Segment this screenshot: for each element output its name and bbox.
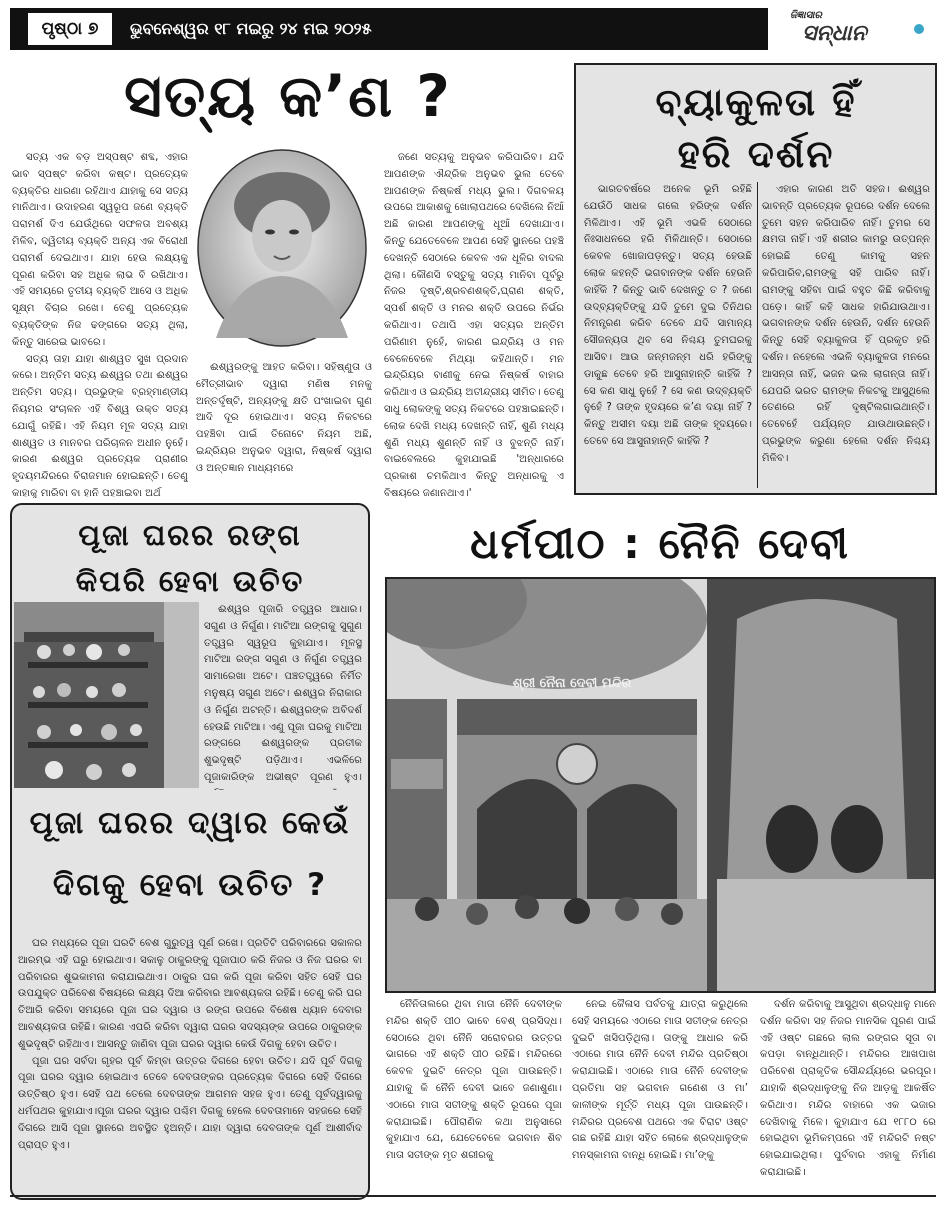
headline-naini-devi: ଧର୍ମପୀଠ : ନୈନି ଦେବୀ bbox=[470, 519, 850, 568]
article5-column-2 bbox=[572, 997, 748, 1193]
column-divider bbox=[757, 182, 758, 488]
article1-column-3 bbox=[384, 150, 564, 498]
headline-line: ଦିଗକୁ ହେବା ଉଚିତ ? bbox=[52, 867, 328, 903]
paragraph: ଈଶ୍ୱର ପୂଜାରି ତତ୍ତ୍ୱର ଆଧାର। ସଗୁଣ ଓ ନିର୍ଗୁଣ। ମାଟିଆ ରଙ୍ଗକୁ ସୁଗୁଣ ତତ୍ତ୍ୱର ସ୍ୱରୂପ କୁହାଯାଏ। ମୂଳସ୍ଥ ମାଟିଆ ରଙ୍ଗ ସଗୁଣ ଓ ନିର୍ଗୁଣ ତତ୍ତ୍ୱର ସାମାରେଖା ଅଟେ। ପଞ୍ଚତତ୍ତ୍ୱରେ ନିର୍ମିତ ମନୁଷ୍ୟ ସଗୁଣ ଅଟେ। ଈଶ୍ୱର ନିରାକାର ଓ ନିର୍ଗୁଣ ଅଟନ୍ତି। ଈଶ୍ୱରଙ୍କ ଅବିଦର୍ଶ ହେଉଛି ମାଟିଆ। ଏଣୁ ପୂଜା ଘରକୁ ମାଟିଆ ରଙ୍ଗରେ ଈଶ୍ୱରଙ୍କ ପ୍ରତୀକ ଶୁଭଦୃଷ୍ଟି ପଡ଼ିଥାଏ। ଏଭଳିରେ ପୂଜାକାରିଙ୍କ ଅଭୀଷ୍ଟ ପୂରଣ ହୁଏ। bbox=[204, 604, 362, 783]
paragraph: ସତ୍ୟ ତାହା ଯାହା ଶାଶ୍ୱତ ସୁଖ ପ୍ରଦାନ କରେ। ଅନ୍ତିମ ସତ୍ୟ ଈଶ୍ୱର ତଥା ଈଶ୍ୱର ଅନ୍ତିମ ସତ୍ୟ। ପ୍ରଭୁଙ୍କ ବ୍ରହ୍ମାଣ୍ଡୀୟ ନିୟମର ସଂଚାଳନ ଏହି ବିଶ୍ୱ ଉକ୍ତ ସତ୍ୟ ଯୋଗୁଁ ରହିଛି। ଏହି ନିୟମ ମୂଳ ସତ୍ୟ ଯାହା ଶାଶ୍ୱତ ଓ ମାନବର ପରିଚାଳନ ଅଧୀନ ନୁହେଁ। କାରଣ ଈଶ୍ୱର ପ୍ରତ୍ୟେକ ପ୍ରାଣୀର ହୃଦୟମନ୍ଦିରରେ ବିରାଜମାନ ହୋଇଛନ୍ତି। ତେଣୁ କାହାକୁ ମାରିବା ବା ହାନି ପହଞ୍ଚାଇବା ଅର୍ଥ bbox=[12, 353, 188, 498]
article5-column-1 bbox=[386, 997, 562, 1193]
article1-column-2 bbox=[196, 360, 372, 500]
article4-text bbox=[18, 936, 362, 1190]
masthead-logo bbox=[772, 8, 934, 50]
article2-column-1 bbox=[584, 182, 752, 490]
headline-line: ପୂଜା ଘରର ରଙ୍ଗ bbox=[78, 518, 302, 552]
article5-column-3 bbox=[760, 997, 936, 1193]
shrine-illustration bbox=[14, 602, 199, 788]
portrait-illustration bbox=[196, 148, 368, 348]
paragraph: ଏହାର କାରଣ ଅତି ସହଜ। ଈଶ୍ୱର ଭାବନ୍ତି ପ୍ରତ୍ୟେକ ରୂପରେ ଦର୍ଶନ ଦେଲେ ତୁମେ ସହନ କରିପାରିବ ନାହିଁ। ତୁମର ସେ କ୍ଷମତା ନାହିଁ। ଏହି ଶରୀର କାମରୁ ଉତ୍ପନ୍ନ ହୋଇଛି ତେଣୁ କାମକୁ ସହନ କରିପାରିବ,ରାମଙ୍କୁ ସହି ପାରିବ ନାହିଁ। ରାମଙ୍କୁ ସହିବା ପାଇଁ ବହୁତ କିଛି କରିବାକୁ ପଡ଼େ। କାହିଁ କହି ସାଧକ ହାରିଯାଉଥାଏ। ଭଗବାନଙ୍କ ଦର୍ଶନ ହେଉନି, ଦର୍ଶନ ହେଉନି କିନ୍ତୁ ସେହି ବ୍ୟାକୁଳତା ହିଁ ପ୍ରକୃତ ହରି ଦର୍ଶନ। ନହେଲେ ଏଭଳି ବ୍ୟାକୁଳତା ମନରେ ଆସନ୍ତା ନାହିଁ, ଭଜନ ଭଲ ଲାଗନ୍ତା ନାହିଁ। ଯେପରି ଭରତ ରାମଙ୍କ ନିକଟକୁ ଆସୁଥିଲେ ତେଣରେ ରହିଁ ଦୃଷ୍ଟିଲଗାଇଥାନ୍ତି। ତେବେହେଁ ପର୍ଯ୍ୟନ୍ତ ଯାଉଥାଉଛନ୍ତି। ପ୍ରଭୁଙ୍କ କରୁଣା ହେଲେ ଦର୍ଶନ ନିଶ୍ଚୟ ମିଳିବ। bbox=[762, 184, 930, 464]
headline-line: ହରି ଦର୍ଶନ bbox=[677, 132, 835, 176]
headline-line: ପୂଜା ଘରର ଦ୍ୱାର କେଉଁ bbox=[29, 805, 351, 841]
headline-line: ବ୍ୟାକୁଳତା ହିଁ bbox=[655, 80, 857, 124]
paragraph: ଘର ମଧ୍ୟରେ ପୂଜା ଘରଟି ବେଶ ଗୁରୁତ୍ୱ ପୂର୍ଣ ରଖେ। ପ୍ରତିଟି ପରିବାରରେ ସକାଳର ଆରମ୍ଭ ଏହି ଘରୁ ହୋଇଥାଏ। ସକାଳୁ ଠାକୁରଙ୍କୁ ପୂଜାପାଠ କରି ନିଜର ଓ ନିଜ ଘରର ବା ପରିବାରର ଶୁଭକାମନା କରାଯାଇଥାଏ। ଠାକୁର ଘର କରି ପୂଜା କରିବା ସହିତ ସେହି ଘର ଉପଯୁକ୍ତ ପରିବେଶ ବିଷୟରେ ଲକ୍ଷ୍ୟ ଦିଆ କରିବାର ଆବଶ୍ୟକତା ରହିଛି। ତେଣୁ କରି ଘର ତିଆରି କରିବା ସମୟରେ ପୂଜା ଘର ଦ୍ୱାର ଓ ରଙ୍ଗ ଉପରେ ବିଶେଷ ଧ୍ୟାନ ଦେବାର ଆବଶ୍ୟକତା ରହିଛି। କାରଣ ଏପରି କରିବା ଦ୍ୱାରା ଘରର ସଦସ୍ୟଙ୍କ ଉପରେ ଠାକୁରଙ୍କ ଶୁଭଦୃଷ୍ଟି ରହିଥାଏ। ଆସନ୍ତୁ ଜାଣିବା ପୂଜା ଘରର ଦ୍ୱାର କେଉଁ ଦିଗକୁ ହେବା ଉଚିତ। bbox=[18, 938, 362, 1050]
page-bottom-rule bbox=[10, 1195, 936, 1197]
temple-illustration bbox=[387, 579, 934, 991]
headline-prayer-room-color bbox=[16, 512, 364, 604]
paragraph: ଦର୍ଶନ କରିବାକୁ ଆସୁଥିବା ଶ୍ରଦ୍ଧାଳୁ ମାନେ ଦର୍ଶନ କରିବା ସହ ନିଜର ମାନସିକ ପୂରଣ ପାଇଁ ଏହି ଓଷ୍ଟ ଗଛରେ ଲାଲ ରଙ୍ଗର ସୂତା ବା କପଡ଼ା ବାନ୍ଧିଥାନ୍ତି। ମନ୍ଦିରର ଆଖପାଖ ପରିବେଶ ପ୍ରାକୃତିକ ସୌନ୍ଦର୍ଯ୍ୟରେ ଭରପୂର। ଯାହାକି ଶ୍ରଦ୍ଧାଳୁଙ୍କୁ ନିଜ ଆଡ଼କୁ ଆକର୍ଷିତ କରିଥାଏ। ମନ୍ଦିର ବାହାରେ ଏକ ଭଜାର ଦେଖିବାକୁ ମିଳେ। କୁହାଯାଏ ଯେ ୧୮୮୦ ରେ ହୋଇଥିବା ଭୂମିକମ୍ପରେ ଏହି ମନ୍ଦିରଟି ନଷ୍ଟ ହୋଇଯାଇଥିଲା। ପୁର୍ବବାର ଏହାକୁ ନିର୍ମାଣ କରାଯାଇଛି। bbox=[760, 999, 936, 1178]
article2-column-2 bbox=[762, 182, 930, 490]
article1-column-1 bbox=[12, 150, 188, 498]
paragraph: ନେଇ କୈଳାସ ପର୍ବତକୁ ଯାତ୍ରା କରୁଥିଲେ ସେହି ସମୟରେ ଏଠାରେ ମାତା ସତୀଙ୍କ ନେତ୍ର ଦୁଇଟି ଖସିପଡ଼ିଥିଲା। ତାଙ୍କୁ ଆଧାର କରି ଏଠାରେ ମାତା ନୈନି ଦେବୀ ମନ୍ଦିର ପ୍ରତିଷ୍ଠା କରାଯାଇଛି। ଏଠାରେ ମାତା ନୈନି ଦେବୀଙ୍କ ପ୍ରତିମା ସହ ଭଗବାନ ଗଣେଶ ଓ ମା’ କାଳୀଙ୍କ ମୂର୍ତ୍ତି ମଧ୍ୟ ପୂଜା ପାଉଛନ୍ତି। ମନ୍ଦିରର ପ୍ରବେଶ ପଥରେ ଏକ ବିରାଟ ଓଷ୍ଟ ଗଛ ରହିଛି ଯାହା ସହିତ ଲୋକେ ଶ୍ରଦ୍ଧାଳୁଙ୍କ ମନସ୍କାମନା ବାନ୍ଧି ହୋଇଛି। ମା’ଙ୍କୁ bbox=[572, 999, 748, 1162]
header-bar bbox=[10, 8, 768, 50]
paragraph: ଭାରତବର୍ଷରେ ଅନେକ ଭୂମି ରହିଛି ଯେଉଁଠି ସାଧକ ଗଲେ ହରିଙ୍କ ଦର୍ଶନ ମିଳିଥାଏ। ଏହି ଭୂମି ଏଭଳି ସେଠାରେ ନିଃସାଧନରେ ହରି ମିଳିଥାନ୍ତି। ସେଠାରେ କେବଳ ଖୋଜାପଡ଼ନ୍ତୁ। ସତ୍ୟ ହେଉଛି ଲୋକ କହନ୍ତି ଭଗବାନଙ୍କ ଦର୍ଶନ ହେଉନି କାହିଁକି ? କିନ୍ତୁ ଭାବି ଦେଖନ୍ତୁ ତ ? ଜଣେ ଉଦ୍‌ବ୍ୟକ୍ତିଙ୍କୁ ଯଦି ତୁମେ ଦୁଇ ତିନିଥର ନିମନ୍ତ୍ରଣ କରିବ ତେବେ ଯଦି ସାମାନ୍ୟ ସୌଜନ୍ୟତା ଥିବ ସେ ନିଶ୍ଚୟ ତୁମଘରକୁ ଆସିବ। ଆଉ ଜନ୍ମଜନ୍ମ ଧରି ହରିଙ୍କୁ ଡାକୁଛ ତେବେ ହରି ଆସୁନାହାନ୍ତି କାହିଁକି ? ସେ କଣ ସାଧୁ ନୁହେଁ ? ସେ କଣ ଉଦ୍‌ବ୍ୟକ୍ତି ନୁହେଁ ? ତାଙ୍କ ହୃଦୟରେ କ’ଣ ଦୟା ନାହିଁ ? କିନ୍ତୁ ଅସୀମ ଦୟା ଅଛି ତାଙ୍କ ହୃଦୟରେ। ତେବେ ସେ ଆସୁନାହାନ୍ତି କାହିଁକି ? bbox=[584, 184, 752, 447]
headline-truth: ସତ୍ୟ କ’ଣ ? bbox=[124, 62, 452, 130]
portrait-photo bbox=[196, 148, 368, 348]
article3-text bbox=[204, 602, 362, 790]
paragraph: ନୈନିତାଲରେ ଥିବା ମାତା ନୈନି ଦେବୀଙ୍କ ମନ୍ଦିର ଶକ୍ତି ପୀଠ ଭାବେ ବେଶ୍ ପ୍ରସିଦ୍ଧ। ସେଠାରେ ଥିବା ନୈନି ସରୋବରର ଉତ୍ତର ଭାଗରେ ଏହି ଶକ୍ତି ପୀଠ ରହିଛି। ମନ୍ଦିରରେ କେବଳ ଦୁଇଟି ନେତ୍ର ପୂଜା ପାଉଛନ୍ତି। ଯାହାକୁ କି ନୈନି ଦେବୀ ଭାବେ ଜଣାଶୁଣା। ଏଠାରେ ମାତା ସତୀଙ୍କୁ ଶକ୍ତି ରୂପରେ ପୂଜା କରାଯାଇଛି। ପୌରାଣିକ କଥା ଅନୁସାରେ କୁହାଯାଏ ଯେ, ଯେତେବେଳେ ଭଗବାନ ଶିବ ମାତା ସତୀଙ୍କ ମୃତ ଶରୀରକୁ bbox=[386, 999, 562, 1162]
headline-prayer-room-door bbox=[16, 792, 364, 916]
issue-date: ଭୁବନେଶ୍ୱର ୧୮ ମଇରୁ ୨୪ ମଇ ୨୦୨୫ bbox=[130, 19, 372, 38]
paragraph: ପୂଜା ଘର ସର୍ବଦା ଗୃହର ପୂର୍ବ କିମ୍ବା ଉତ୍ତର ଦିଗରେ ହେବା ଉଚିତ। ଯଦି ପୂର୍ବ ଦିଗକୁ ପୂଜା ଘରର ଦ୍ୱାର ହୋଇଥାଏ ତେବେ ଦେବତାଙ୍କର ପ୍ରତ୍ୟେକ ଦିଗରେ ସେହି ଦିଗରେ ଉତ୍ତିଷ୍ଠ ହୁଏ। ସେହି ପଥ ତେଲେ ଦେବତାଙ୍କ ଆଗମନ ସହଜ ହୁଏ। ତେଣୁ ପୂର୍ବଦ୍ୱାରକୁ ଧର୍ମପଥର କୁହାଯାଏ।ପୂଜା ଘରର ଦ୍ୱାର ପଶ୍ଚିମ ଦିଗକୁ ହେଲେ ଦେବତାମାନେ ସହଜରେ ସେହି ଦିଗରେ ଆସି ପୂଜା ସ୍ଥାନରେ ଅବସ୍ଥିତ ହୁଅନ୍ତି। ଯାହା ଦ୍ୱାରା ଦେବତାଙ୍କ ପୂର୍ଣ ଆଶୀର୍ବାଦ ପ୍ରାପ୍ତ ହୁଏ। bbox=[18, 1055, 362, 1151]
paragraph: ଜଣେ ସତ୍ୟକୁ ଅନୁଭବ କରିପାରିବ। ଯଦି ଆପଣଙ୍କ ଐନ୍ଦ୍ରିକ ଅନୁଭବ ଭୁଲ ତେବେ ଆପଣଙ୍କ ନିଷ୍କର୍ଷ ମଧ୍ୟ ଭୁଲ। ଦିଗବଳୟ ଉପରେ ଆକାଶକୁ ଖୋଲାପଥରେ ଦେଖିଲେ ନିଆଁ ଅଛି କାରଣ ଆପଣଙ୍କୁ ଧୂଆଁ ଦେଖାଯାଏ। କିନ୍ତୁ ଯେତେବେଳେ ଆପଣ ସେହି ସ୍ଥାନରେ ପହଞ୍ଚି ଦେଖନ୍ତି ସେଠାରେ କେବଳ ଏକ ଧୂଳିର ବାଦଲ ଥିଲା। କୌଣସି ବସ୍ତୁକୁ ସତ୍ୟ ମାନିବା ପୂର୍ବରୁ ନିଜର ଦୃଷ୍ଟି,ଶ୍ରବଣଶକ୍ତି,ଘ୍ରାଣ ଶକ୍ତି, ସ୍ପର୍ଶ ଶକ୍ତି ଓ ମନର ଶକ୍ତି ଉପରେ ନିର୍ଭର କରିଥାଏ। ତଥାପି ଏହା ସତ୍ୟର ଅନ୍ତିମ ପରିଣାମ ନୁହେଁ, କାରଣ ଇନ୍ଦ୍ରିୟ ଓ ମନ ବେଳେବେଳେ ମିଥ୍ୟା କହିଥାନ୍ତି। ମନ ଇନ୍ଦ୍ରିୟର ବାଣୀକୁ ନେଇ ନିଷ୍କର୍ଷ ବାହାର କରିଥାଏ ଓ ଇନ୍ଦ୍ରିୟ ଅତୀନ୍ଦ୍ରୀୟ ସୀମିତ। ତେଣୁ ସାଧୁ ଲୋକଙ୍କୁ ସତ୍ୟ ନିକଟରେ ପହଞ୍ଚାଇଛନ୍ତି। ଲୋକ ଦେଖି ମଧ୍ୟ ଦେଖନ୍ତି ନାହିଁ, ଶୁଣି ମଧ୍ୟ ଶୁଣି ମଧ୍ୟ ଶୁଣନ୍ତି ନାହିଁ ଓ ବୁଝନ୍ତି ନାହିଁ। ବାଇବେଲରେ କୁହାଯାଇଛି 'ଅନ୍ଧାରରେ ପ୍ରକାଶ ଚମକିଥାଏ କିନ୍ତୁ ଅନ୍ଧାରକୁ ଏ ବିଷୟରେ ଜଣାନଥାଏ।' bbox=[384, 152, 564, 498]
headline-line: କିପରି ହେବା ଉଚିତ bbox=[75, 564, 305, 598]
page-number: ପୃଷ୍ଠା ୭ bbox=[28, 13, 112, 45]
masthead-small: ଜିଜ୍ଞାସାର bbox=[790, 10, 822, 21]
shrine-photo bbox=[14, 602, 199, 788]
masthead-title: ସନ୍ଧାନ bbox=[802, 20, 867, 46]
temple-photo bbox=[385, 577, 936, 993]
paragraph: ସତ୍ୟ ଏକ ବଡ଼ ଅସ୍ପଷ୍ଟ ଶବ୍ଦ, ଏହାର ଭାବ ସ୍ପଷ୍ଟ କରିବା କଷ୍ଟ। ପ୍ରତ୍ୟେକ ବ୍ୟକ୍ତିର ଧାରଣା ରହିଥାଏ ଯାହାକୁ ସେ ସତ୍ୟ ମାନିଥାଏ। ଉଦାହରଣ ସ୍ୱରୂପ ଜଣେ ବ୍ୟକ୍ତି ପରାମର୍ଶ ଦିଏ ଯେଉଁଥିରେ ସଫଳତା ଅବଶ୍ୟ ମିଳିବ, ଦ୍ୱିତୀୟ ବ୍ୟକ୍ତି ଅନ୍ୟ ଏକ ବିରୋଧୀ ପରାମର୍ଶ ଦେଇଥାଏ। ଯାହା ହେଉ ଲକ୍ଷ୍ୟକୁ ପୂରଣ କରିବା ସହ ଅଧିକ ଲାଭ ବି ରଖିଥାଏ। ଏହି ସମୟରେ ତୃତୀୟ ବ୍ୟକ୍ତି ଆସେ ଓ ଅଧିକ ସୂକ୍ଷ୍ମ ବିଚାର ରଖେ। ତେଣୁ ପ୍ରତ୍ୟେକ ବ୍ୟକ୍ତିଙ୍କ ନିଜ ଢଙ୍ଗରେ ସତ୍ୟ ଥିଲା, କିନ୍ତୁ ସାରେଇ ଭାବରେ। bbox=[12, 152, 188, 348]
masthead-dot-icon bbox=[914, 24, 924, 34]
headline-longing bbox=[586, 76, 926, 180]
paragraph: ଈଶ୍ୱରଙ୍କୁ ଆହତ କରିବା। ସହିଷ୍ଣୁତା ଓ ମୈତ୍ରୀଭାବ ଦ୍ୱାରା ମଣିଷ ମନକୁ ଅନ୍ତର୍ଦୃଷ୍ଟି, ଅନ୍ୟଙ୍କୁ କ୍ଷତି ପଂଖାଇବା ଗୁଣ ଆଦି ଦୂର ହୋଇଥାଏ। ସତ୍ୟ ନିକଟରେ ପହଞ୍ଚିବା ପାଇଁ ତିନୋଟେ ନିୟମ ଅଛି, ଇନ୍ଦ୍ରିୟର ଅନୁଭବ ଦ୍ୱାରା, ନିଷ୍କର୍ଷ ଦ୍ୱାରା ଓ ଅନ୍ତଜ୍ଞାନ ମାଧ୍ୟମରେ bbox=[196, 362, 372, 474]
temple-sign: ଶ୍ରୀ ନୈନା ଦେବୀ ମନ୍ଦିର bbox=[512, 676, 632, 691]
